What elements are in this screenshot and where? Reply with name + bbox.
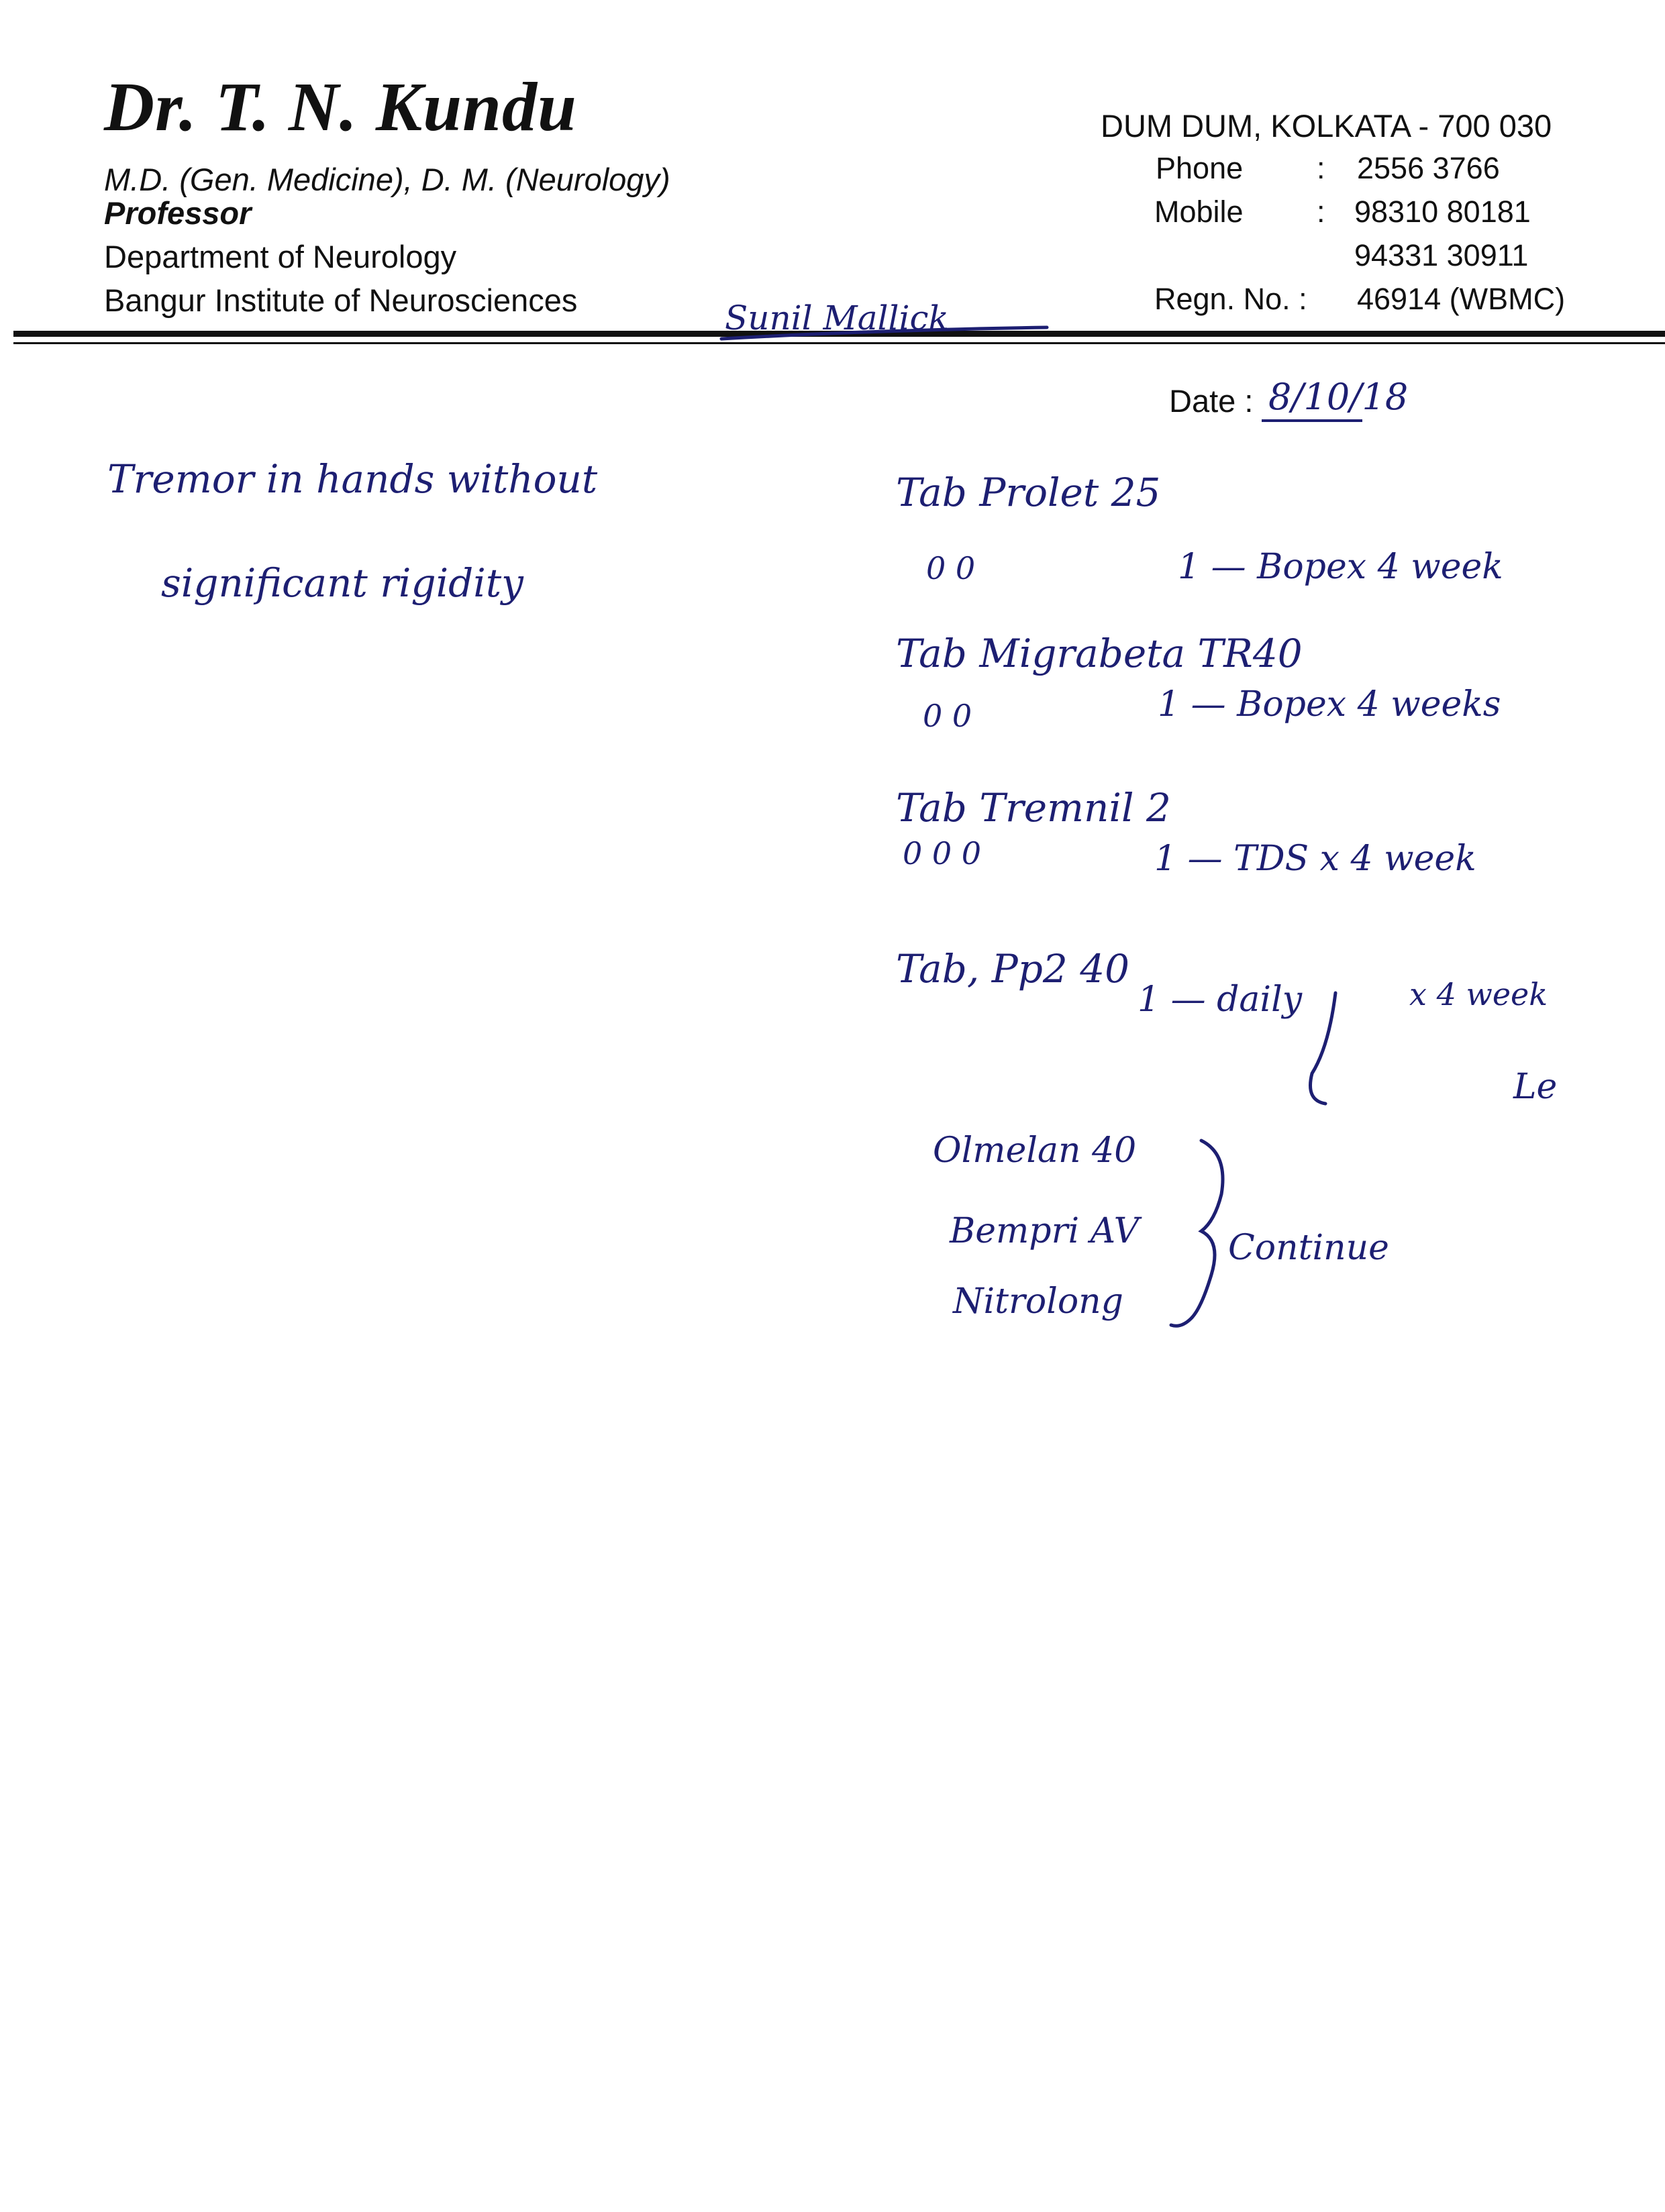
other-meds-duration: Continue: [1228, 1228, 1389, 1268]
rx-2-dose: 0 0: [923, 698, 972, 734]
rx-1-schedule: 1 — Bopex 4 week: [1178, 547, 1503, 587]
phone-separator: :: [1317, 151, 1325, 185]
rx-1-drug: Tab Prolet 25: [896, 470, 1161, 515]
patient-name: Sunil Mallick: [725, 299, 949, 337]
institute: Bangur Institute of Neurosciences: [104, 282, 578, 318]
phone-value: 2556 3766: [1357, 151, 1500, 185]
department: Department of Neurology: [104, 239, 457, 274]
regn-value: 46914 (WBMC): [1357, 282, 1566, 316]
patient-name-underline: [721, 327, 1047, 339]
regn-label: Regn. No. :: [1154, 282, 1307, 316]
rx-4-duration: x 4 week: [1409, 976, 1548, 1012]
rx-4-schedule: 1 — daily: [1138, 980, 1303, 1020]
other-med-1: Olmelan 40: [933, 1130, 1137, 1171]
mobile-value-2: 94331 30911: [1354, 238, 1529, 272]
curly-brace: [1171, 1141, 1223, 1326]
rx-3-schedule: 1 — TDS x 4 week: [1154, 839, 1476, 879]
date-value: 8/10/18: [1268, 376, 1409, 418]
rx-2-schedule: 1 — Bopex 4 weeks: [1158, 684, 1501, 725]
doctor-name: Dr. T. N. Kundu: [104, 68, 577, 146]
doctor-initials: Le: [1513, 1067, 1558, 1107]
doctor-qualifications: M.D. (Gen. Medicine), D. M. (Neurology): [104, 162, 670, 197]
rx-3-drug: Tab Tremnil 2: [896, 785, 1171, 831]
other-med-3: Nitrolong: [953, 1281, 1123, 1322]
date-label: Date :: [1169, 383, 1254, 419]
mobile-value-1: 98310 80181: [1354, 195, 1531, 229]
rx-2-drug: Tab Migrabeta TR40: [896, 631, 1303, 676]
phone-label: Phone: [1156, 151, 1244, 185]
rx-4-drug: Tab, Pp2 40: [896, 946, 1130, 992]
rx-3-dose: 0 0 0: [903, 835, 982, 872]
clinic-address: DUM DUM, KOLKATA - 700 030: [1101, 108, 1552, 144]
other-med-2: Bempri AV: [950, 1211, 1140, 1251]
rx-1-dose: 0 0: [926, 550, 976, 586]
mobile-label: Mobile: [1154, 195, 1244, 229]
complaint-line-1: Tremor in hands without: [107, 456, 598, 502]
complaint-line-2: significant rigidity: [161, 560, 523, 606]
rx-4-hook: [1311, 993, 1336, 1104]
doctor-designation: Professor: [104, 195, 252, 231]
mobile-separator: :: [1317, 195, 1325, 229]
